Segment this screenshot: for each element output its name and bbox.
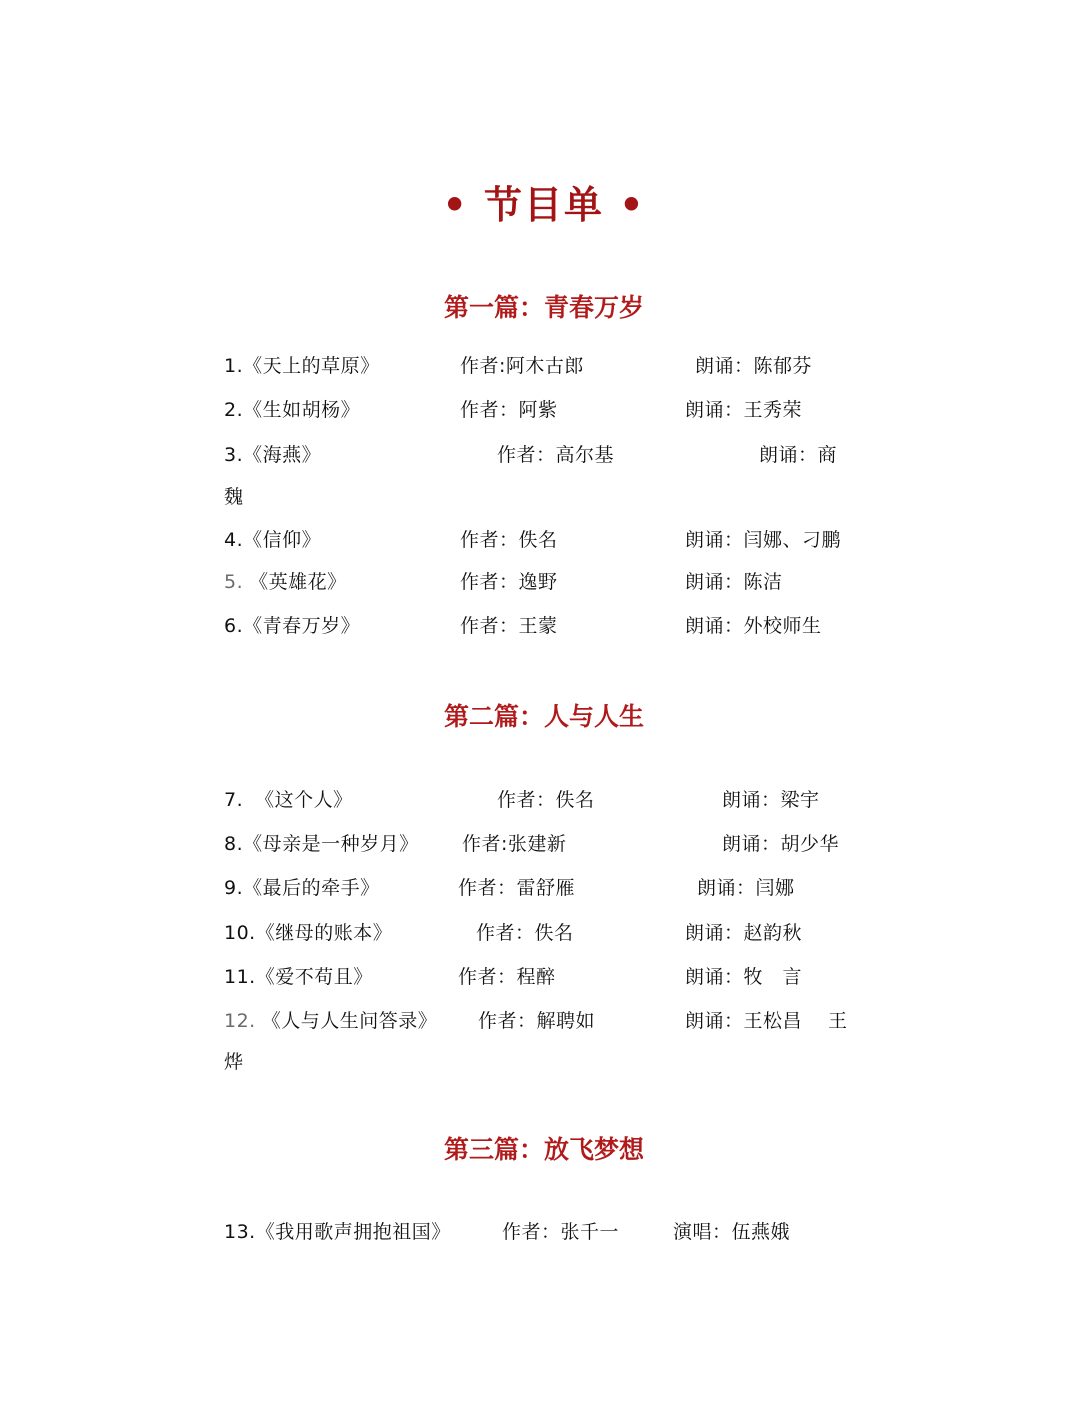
item-author: 作者：雷舒雁 <box>458 877 576 899</box>
item-author: 作者：佚名 <box>460 529 558 551</box>
item-work: 《天上的草原》 <box>243 355 380 377</box>
program-item <box>224 570 347 594</box>
program-item <box>224 788 353 812</box>
item-work: 《爱不苟且》 <box>255 966 373 988</box>
item-author: 作者：程醉 <box>458 966 556 988</box>
item-number: 2. <box>224 399 244 421</box>
item-reciter: 朗诵：闫娜、刁鹏 <box>685 529 842 551</box>
item-author: 作者：解聘如 <box>478 1010 596 1032</box>
item-reciter: 朗诵：王秀荣 <box>685 399 803 421</box>
item-reciter-continued: 烨 <box>224 1051 244 1073</box>
item-reciter: 朗诵：商 <box>759 444 838 466</box>
program-item <box>224 965 373 989</box>
item-number: 6. <box>224 615 244 637</box>
item-reciter: 朗诵：陈郁芬 <box>695 355 813 377</box>
item-number: 9. <box>224 877 244 899</box>
item-work: 《青春万岁》 <box>243 615 361 637</box>
program-item <box>224 354 380 378</box>
program-item <box>224 921 392 945</box>
item-reciter: 演唱：伍燕娥 <box>673 1221 791 1243</box>
program-item <box>224 1220 451 1244</box>
item-author: 作者:张建新 <box>462 833 567 855</box>
item-reciter: 朗诵：陈洁 <box>685 571 783 593</box>
item-author: 作者：逸野 <box>460 571 558 593</box>
item-work: 《这个人》 <box>255 789 353 811</box>
item-work: 《英雄花》 <box>249 571 347 593</box>
item-number: 13. <box>224 1221 256 1243</box>
item-reciter: 朗诵：牧 言 <box>685 966 803 988</box>
program-item <box>224 398 360 422</box>
item-work: 《继母的账本》 <box>255 922 393 944</box>
item-number: 11. <box>224 966 256 988</box>
section-title-1: 第一篇：青春万岁 <box>443 293 644 322</box>
item-author: 作者：王蒙 <box>460 615 558 637</box>
item-author: 作者：佚名 <box>497 789 595 811</box>
section-title-3: 第三篇：放飞梦想 <box>443 1135 644 1164</box>
page-title: • 节目单 • <box>442 182 646 227</box>
item-number: 3. <box>224 444 244 466</box>
item-number: 10. <box>224 922 256 944</box>
item-work: 《我用歌声拥抱祖国》 <box>255 1221 451 1243</box>
item-reciter: 朗诵：王松昌 王 <box>685 1010 848 1032</box>
item-reciter: 朗诵：梁宇 <box>722 789 820 811</box>
item-number: 8. <box>224 833 244 855</box>
item-reciter-continued: 魏 <box>224 486 244 508</box>
item-author: 作者：阿紫 <box>460 399 558 421</box>
program-item <box>224 443 321 467</box>
item-author: 作者：高尔基 <box>497 444 615 466</box>
item-work: 《人与人生问答录》 <box>261 1010 438 1032</box>
program-item <box>224 614 360 638</box>
program-item <box>224 832 419 856</box>
item-author: 作者：张千一 <box>502 1221 620 1243</box>
section-title-2: 第二篇：人与人生 <box>443 702 644 731</box>
item-reciter: 朗诵：胡少华 <box>722 833 840 855</box>
item-number: 7. <box>224 789 244 811</box>
item-number: 1. <box>224 355 244 377</box>
item-reciter: 朗诵：外校师生 <box>685 615 822 637</box>
item-work: 《信仰》 <box>243 529 322 551</box>
item-work: 《母亲是一种岁月》 <box>243 833 419 855</box>
item-number: 4. <box>224 529 244 551</box>
item-reciter: 朗诵：闫娜 <box>697 877 795 899</box>
item-author: 作者：佚名 <box>476 922 574 944</box>
item-author: 作者:阿木古郎 <box>460 355 584 377</box>
item-work: 《生如胡杨》 <box>243 399 361 421</box>
program-item <box>224 528 321 552</box>
item-reciter: 朗诵：赵韵秋 <box>685 922 803 944</box>
item-work: 《海燕》 <box>243 444 322 466</box>
item-number: 5. <box>224 571 244 593</box>
program-item <box>224 876 380 900</box>
item-work: 《最后的牵手》 <box>243 877 380 899</box>
item-number: 12. <box>224 1010 256 1032</box>
program-item <box>224 1009 437 1033</box>
